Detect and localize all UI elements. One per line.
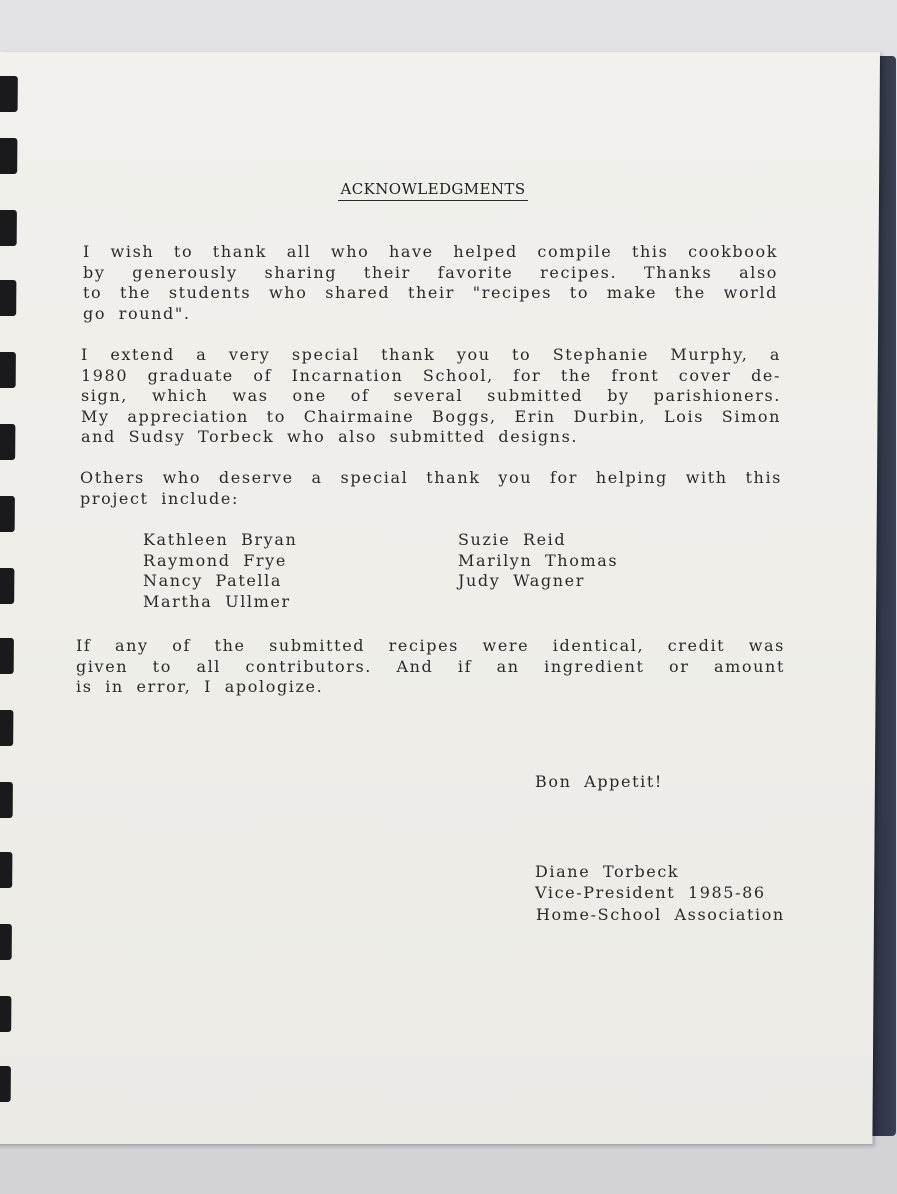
binding-hole	[0, 424, 15, 460]
paragraph-apology	[76, 636, 785, 698]
helper-name: Nancy Patella	[143, 571, 282, 590]
text-line: My appreciation to Chairmaine Boggs, Erin Durbin, Lois Simon	[81, 406, 781, 426]
text-line: is in error, I apologize.	[76, 677, 324, 696]
binding-hole	[0, 1066, 11, 1102]
text-line: and Sudsy Torbeck who also submitted designs.	[81, 427, 579, 446]
binding-hole	[0, 996, 11, 1032]
binding-hole	[0, 496, 15, 532]
binding-hole	[0, 138, 17, 174]
text-line: 1980 graduate of Incarnation School, for the front cover de-	[81, 365, 781, 385]
text-line: I wish to thank all who have helped compile this cookbook	[83, 242, 778, 261]
text-line: sign, which was one of several submitted by parishioners.	[81, 386, 781, 405]
page-heading: ACKNOWLEDGMENTS	[338, 180, 528, 201]
helper-names-left	[143, 530, 297, 612]
helper-name: Raymond Frye	[143, 550, 287, 570]
helper-name: Martha Ullmer	[143, 591, 291, 611]
paragraph-helpers	[80, 468, 782, 509]
binding-hole	[0, 568, 14, 604]
paragraph-cover-design	[81, 345, 781, 448]
text-line: project include:	[80, 488, 239, 508]
helper-name: Marilyn Thomas	[458, 550, 619, 570]
helper-names-right	[458, 530, 618, 592]
cookbook-page	[0, 52, 880, 1144]
helper-name: Suzie Reid	[458, 530, 567, 549]
binding-hole	[0, 210, 17, 246]
signature-organization: Home-School Association	[536, 905, 785, 924]
binding-hole	[0, 352, 16, 388]
helper-name: Judy Wagner	[458, 571, 585, 590]
text-line: to the students who shared their "recipes to make the world	[83, 283, 778, 302]
closing-line: Bon Appetit!	[535, 772, 663, 791]
text-line: go round".	[83, 303, 191, 323]
signature-title: Vice-President 1985-86	[535, 883, 766, 902]
text-line: I extend a very special thank you to Stephanie Murphy, a	[81, 345, 781, 364]
binding-hole	[0, 924, 12, 960]
binding-hole	[0, 76, 18, 112]
text-line: Others who deserve a special thank you for helping with this	[80, 468, 782, 487]
paragraph-thanks	[83, 242, 778, 324]
binding-hole	[0, 280, 16, 316]
binding-hole	[0, 710, 13, 746]
binding-hole	[0, 782, 13, 818]
signature-name: Diane Torbeck	[535, 862, 680, 881]
text-line: by generously sharing their favorite recipes. Thanks also	[83, 262, 778, 282]
binding-hole	[0, 638, 14, 674]
binding-hole	[0, 852, 12, 888]
helper-name: Kathleen Bryan	[143, 530, 298, 549]
text-line: If any of the submitted recipes were identical, credit was	[76, 636, 785, 655]
text-line: given to all contributors. And if an ingredient or amount	[76, 656, 785, 676]
